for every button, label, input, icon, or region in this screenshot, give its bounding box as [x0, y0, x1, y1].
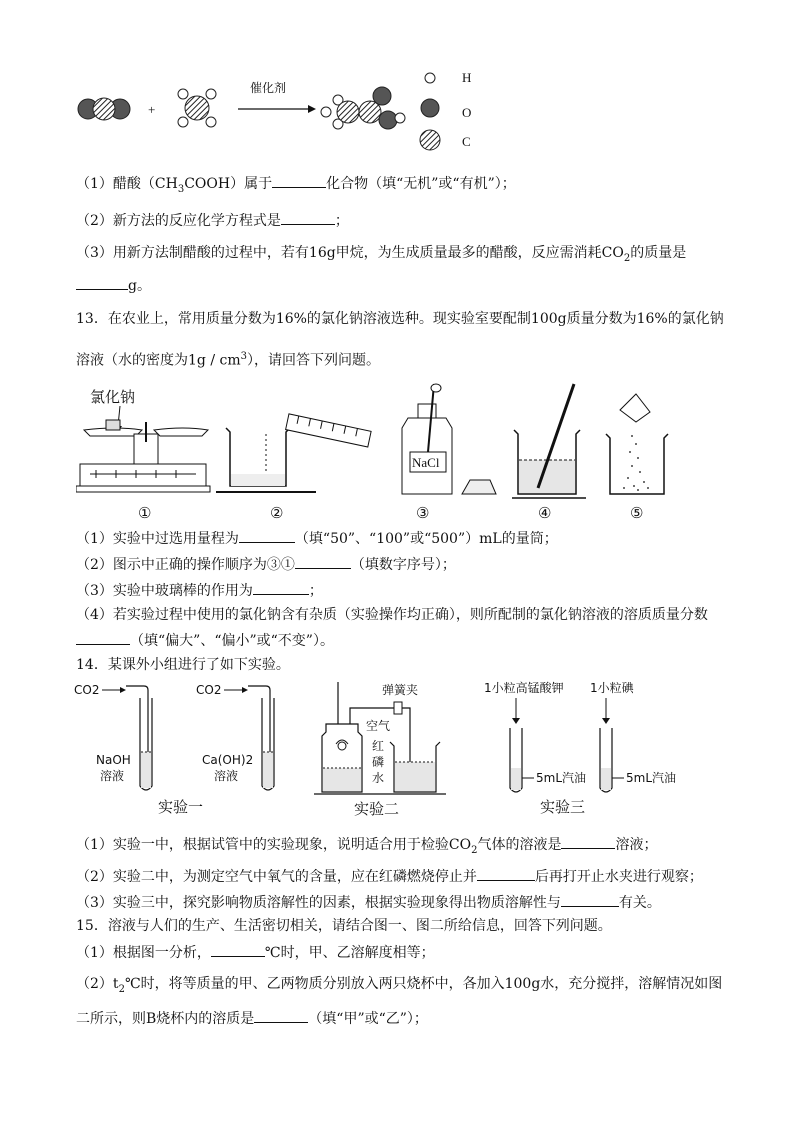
q14-part3: （3）实验三中，探究影响物质溶解性的因素，根据实验现象得出物质溶解性与 有关。 [76, 892, 661, 913]
oxygen-atom-icon [421, 99, 439, 117]
answer-blank[interactable] [477, 866, 535, 881]
q15-part2-line2: 二所示，则B烧杯内的溶质是 （填“甲”或“乙”）； [76, 1008, 428, 1029]
legend-h: H [462, 70, 472, 85]
experiment-three-icon [484, 680, 676, 816]
co2-label-1: CO2 [74, 683, 100, 697]
answer-blank[interactable] [561, 834, 615, 849]
step-number-4: ④ [538, 506, 552, 522]
legend-o: O [462, 105, 472, 120]
q14-stem: 14．某课外小组进行了如下实验。 [76, 657, 290, 673]
caoh2-label: Ca(OH)2 [202, 753, 254, 767]
q14-part2: （2）实验二中，为测定空气中氧气的含量，应在红磷燃烧停止并 后再打开止水夹进行观察； [76, 866, 703, 887]
answer-blank[interactable] [76, 275, 128, 290]
q13-part2: （2）图示中正确的操作顺序为③① （填数字序号）； [76, 554, 456, 575]
ch4-molecule-icon [178, 89, 216, 127]
iodine-label: 1小粒碘 [590, 681, 634, 695]
beaker-cylinder-icon [216, 414, 371, 492]
naoh-solution-label: 溶液 [100, 769, 125, 783]
answer-blank[interactable] [211, 942, 265, 957]
answer-blank[interactable] [253, 580, 309, 595]
step-number-5: ⑤ [630, 506, 644, 522]
solution-prep-figure [76, 382, 676, 524]
experiments-figure [74, 678, 694, 820]
q12-part3: （3）用新方法制醋酸的过程中，若有16g甲烷，为生成质量最多的醋酸，反应需消耗$CO_2$的质量是 [76, 245, 687, 264]
caoh2-solution-label: 溶液 [214, 769, 239, 783]
naoh-label: NaOH [96, 753, 131, 767]
co2-label-2: CO2 [196, 683, 222, 697]
stirring-beaker-icon [512, 384, 586, 498]
plus-sign: + [148, 102, 156, 117]
q15-stem: 15．溶液与人们的生产、生活密切相关，请结合图一、图二所给信息，回答下列问题。 [76, 918, 612, 934]
gasoline-label-2: 5mL汽油 [626, 771, 677, 785]
hydrogen-atom-icon [425, 73, 435, 83]
experiment-two-icon [314, 682, 446, 818]
water-label: 水 [372, 771, 385, 785]
q12-part3-line2: g。 [76, 275, 151, 296]
step-number-2: ② [270, 506, 284, 522]
answer-blank[interactable] [561, 892, 619, 907]
q13-part3: （3）实验中玻璃棒的作用为 ； [76, 580, 323, 601]
step-number-1: ① [138, 506, 152, 522]
q14-part1: （1）实验一中，根据试管中的实验现象，说明适合用于检验$CO_2$气体的溶液是 溶液； [76, 834, 657, 861]
legend-c: C [462, 134, 471, 149]
balance-icon [76, 388, 210, 492]
air-label: 空气 [366, 719, 391, 733]
reaction-diagram [70, 62, 490, 152]
experiment-two-label: 实验二 [354, 800, 400, 818]
answer-blank[interactable] [76, 630, 130, 645]
red-label: 红 [372, 739, 385, 753]
carbon-atom-icon [420, 130, 440, 150]
spring-clamp-label: 弹簧夹 [382, 683, 419, 697]
answer-blank[interactable] [281, 210, 335, 225]
acetic-acid-molecule-icon [321, 87, 405, 129]
kmno4-label: 1小粒高锰酸钾 [484, 681, 564, 695]
q13-part4-line2: （填“偏大”、“偏小”或“不变”）。 [76, 630, 334, 651]
co2-molecule-icon [78, 98, 130, 120]
reagent-bottle-icon [402, 384, 496, 494]
q15-part2: $(2)t_2℃$时，将等质量的甲、乙两物质分别放入两只烧杯中，各加入100g水，充分搅拌，溶解情况如图 [76, 976, 723, 995]
answer-blank[interactable] [295, 554, 351, 569]
step-number-3: ③ [416, 506, 430, 522]
q13-stem-line2: 溶液（水的密度为$1g / cm^3$），请回答下列问题。 [76, 351, 380, 369]
atom-legend [420, 70, 471, 150]
q12-part1: （1）醋酸$(CH_3COOH)$属于 化合物（填“无机”或“有机”）； [76, 173, 516, 200]
q13-part1: （1）实验中过选用量程为 （填“50”、“100”或“500”）mL的量筒； [76, 528, 558, 549]
experiment-one-label: 实验一 [158, 798, 204, 816]
answer-blank[interactable] [239, 528, 295, 543]
q15-part1: （1）根据图一分析， ℃时，甲、乙溶解度相等； [76, 942, 435, 963]
catalyst-label: 催化剂 [250, 81, 287, 95]
q12-part2: （2）新方法的反应化学方程式是 ； [76, 210, 349, 231]
q13-part4-line1: （4）若实验过程中使用的氯化钠含有杂质（实验操作均正确），则所配制的氯化钠溶液的溶质质量分数 [76, 607, 708, 623]
experiment-three-label: 实验三 [540, 798, 586, 816]
nacl-bottle-label: NaCl [412, 455, 440, 470]
answer-blank[interactable] [272, 173, 326, 188]
phosphorus-label: 磷 [372, 755, 385, 769]
gasoline-label-1: 5mL汽油 [536, 771, 587, 785]
pouring-beaker-icon [606, 394, 668, 494]
q13-stem-line1: 13．在农业上，常用质量分数为16%的氯化钠溶液选种。现实验室要配制100g质量分数为16%的氯化钠 [76, 311, 724, 327]
sodium-chloride-label: 氯化钠 [90, 388, 136, 406]
experiment-one-icon [74, 683, 274, 816]
answer-blank[interactable] [254, 1008, 308, 1023]
